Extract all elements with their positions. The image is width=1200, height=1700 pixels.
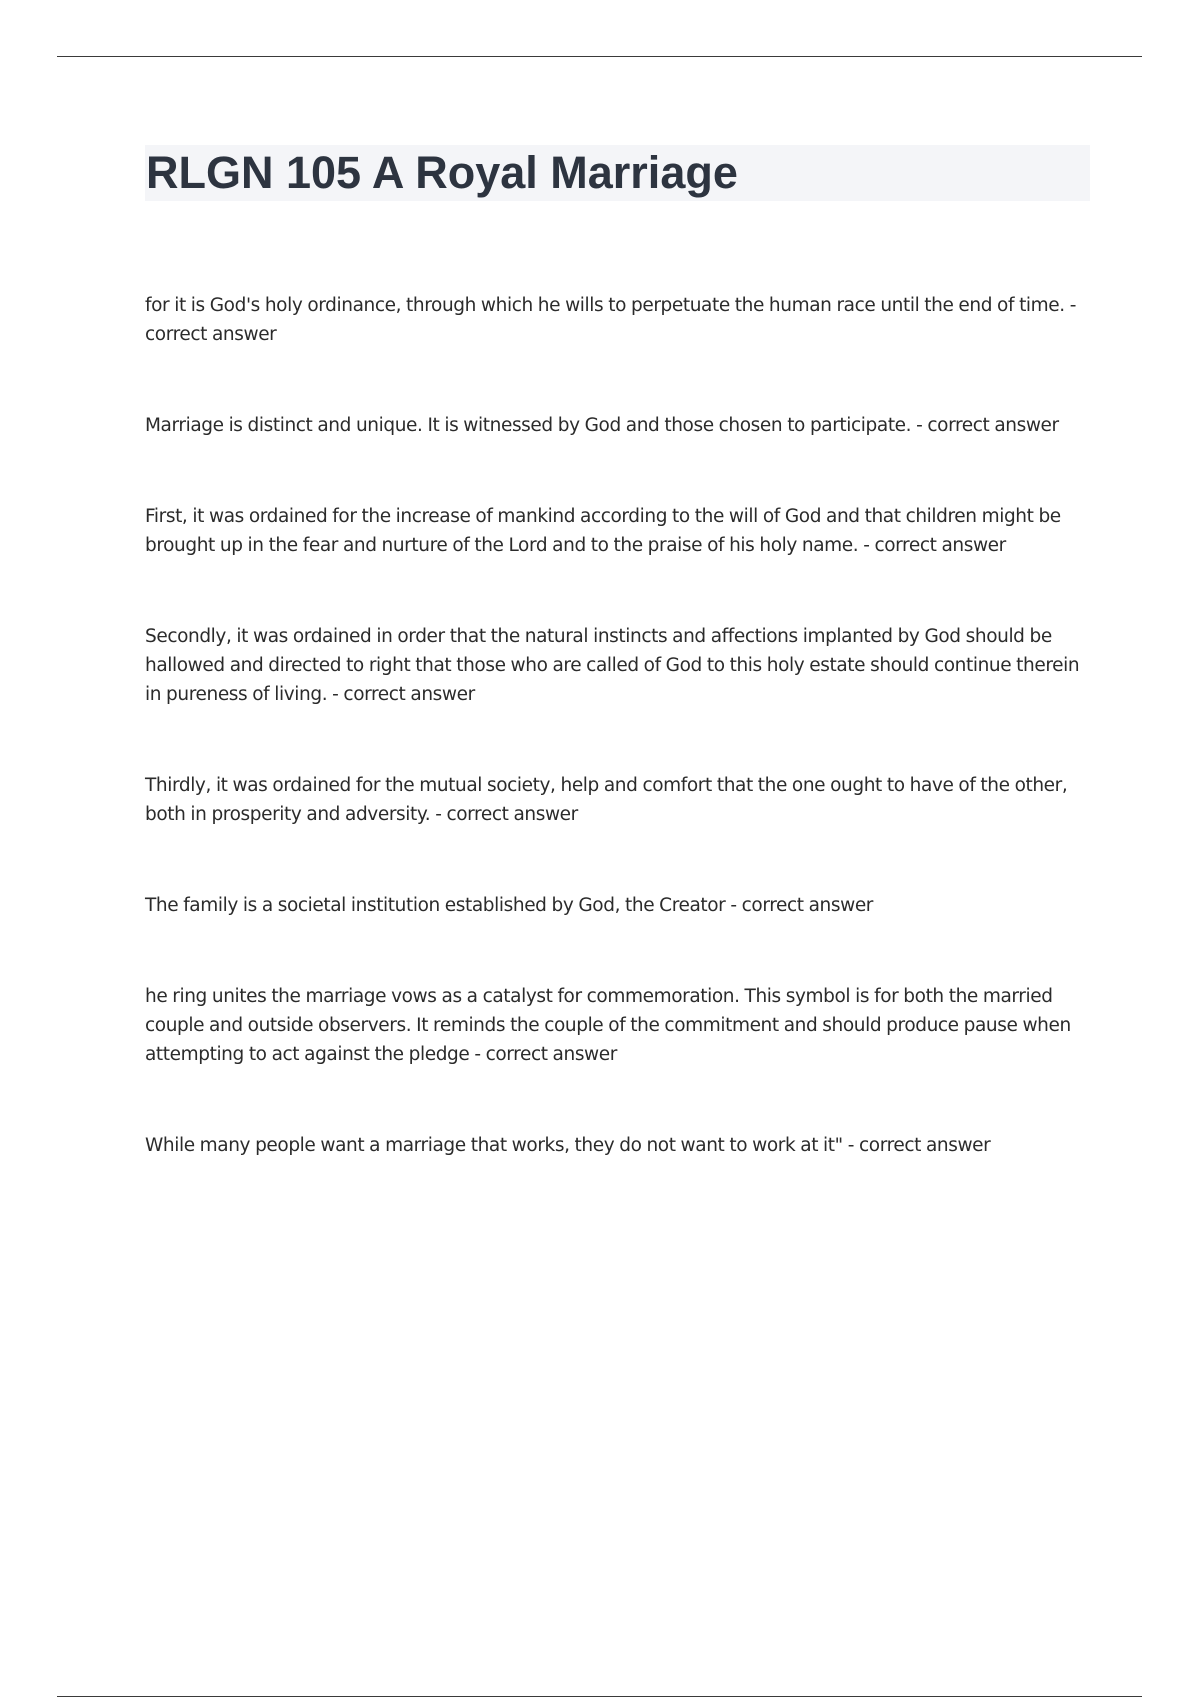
entry-2: Marriage is distinct and unique. It is witnessed by God and those chosen to participate. - correct answer	[145, 415, 1059, 436]
entry-1: for it is God's holy ordinance, through which he wills to perpetuate the human race until the end of time. - correct answer	[145, 295, 1077, 345]
entry-3: First, it was ordained for the increase of mankind according to the will of God and that children might be brought up in the fear and nurture of the Lord and to the praise of his holy name. - correct answer	[145, 506, 1061, 556]
top-divider	[57, 56, 1142, 57]
entry-7: he ring unites the marriage vows as a catalyst for commemoration. This symbol is for both the married couple and outside observers. It reminds the couple of the commitment and should produce pause when attempting to act against the pledge - correct answer	[145, 986, 1071, 1065]
entry-8: While many people want a marriage that works, they do not want to work at it" - correct answer	[145, 1135, 991, 1156]
bottom-divider	[57, 1696, 1142, 1697]
entry-4: Secondly, it was ordained in order that the natural instincts and affections implanted by God should be hallowed and directed to right that those who are called of God to this holy estate should continue therein in pureness of living. - correct answer	[145, 626, 1080, 705]
entry-5: Thirdly, it was ordained for the mutual society, help and comfort that the one ought to have of the other, both in prosperity and adversity. - correct answer	[145, 775, 1068, 825]
document-title: RLGN 105 A Royal Marriage	[146, 147, 738, 198]
entry-6: The family is a societal institution established by God, the Creator - correct answer	[145, 895, 874, 916]
